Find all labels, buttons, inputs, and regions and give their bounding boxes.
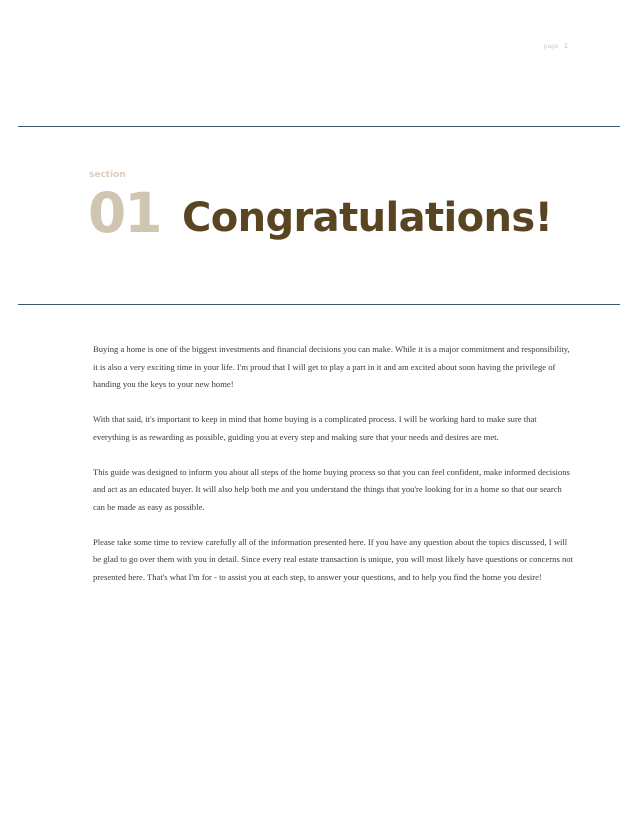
section-number: 01 <box>88 181 161 245</box>
section-label: section <box>89 170 126 180</box>
top-divider <box>18 126 620 127</box>
page-number: 1 <box>564 43 568 50</box>
paragraph-2: With that said, it's important to keep in mind that home buying is a complicated process. I will be working hard to make sure that everything is as rewarding as possible, guiding you at every step and making sure that your needs and desires are met. <box>93 414 537 442</box>
bottom-divider <box>18 304 620 305</box>
body-text <box>93 341 573 604</box>
section-title: Congratulations! <box>182 195 553 241</box>
paragraph-1: Buying a home is one of the biggest investments and financial decisions you can make. While it is a major commitment and responsibility, it is also a very exciting time in your life. I'm proud that I will get to play a part in it and am excited about soon having the privilege of handing you the keys to your new home! <box>93 344 570 389</box>
paragraph-3: This guide was designed to inform you about all steps of the home buying process so that you can feel confident, make informed decisions and act as an educated buyer. It will also help both me and you understand the things that you're looking for in a home so that our search can be made as easy as possible. <box>93 466 570 512</box>
paragraph-4: Please take some time to review carefully all of the information presented here. If you have any question about the topics discussed, I will be glad to go over them with you in detail. Since every real estate transaction is unique, you will most likely have questions or concerns not presented here. That's what I'm for - to assist you at each step, to answer your questions, and to help you find the home you desire! <box>93 536 573 582</box>
page-label: page <box>544 44 559 50</box>
